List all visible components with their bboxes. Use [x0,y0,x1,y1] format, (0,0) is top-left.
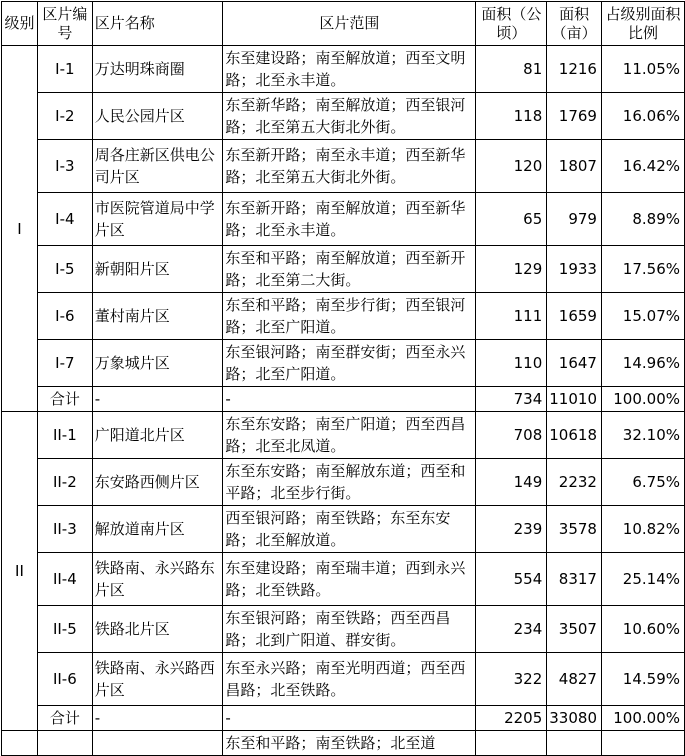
zone-area-mu: 8317 [547,553,602,606]
zone-ratio: 8.89% [601,193,684,246]
zone-area-mu: 1769 [547,93,602,140]
partial-cell [92,731,223,756]
partial-cell [601,731,684,756]
total-range: - [223,387,476,412]
table-row [2,46,685,93]
zone-area-mu: 3578 [547,506,602,553]
zone-name: 万达明珠商圈 [92,46,223,93]
zone-area-mu: 4827 [547,653,602,706]
zone-ratio: 11.05% [601,46,684,93]
zone-code: II-1 [37,412,92,459]
total-name: - [92,706,223,731]
zone-area-ha: 111 [476,293,547,340]
total-row [2,387,685,412]
zone-name: 铁路南、永兴路西片区 [92,653,223,706]
zone-area-ha: 120 [476,140,547,193]
header-name: 区片名称 [92,2,223,46]
zone-ratio: 16.06% [601,93,684,140]
zone-area-ha: 129 [476,246,547,293]
zone-area-mu: 10618 [547,412,602,459]
header-area-mu: 面积（亩） [547,2,602,46]
zone-range: 东至和平路；南至步行街；西至银河路；北至广阳道。 [223,293,476,340]
zone-range: 西至银河路；南至铁路；东至东安路；北至解放道。 [223,506,476,553]
zone-area-mu: 1807 [547,140,602,193]
table-row [2,459,685,506]
zone-code: II-4 [37,553,92,606]
zone-area-mu: 2232 [547,459,602,506]
partial-row [2,731,685,756]
zone-name: 东安路西侧片区 [92,459,223,506]
zone-name: 市医院管道局中学片区 [92,193,223,246]
zone-code: I-2 [37,93,92,140]
zone-area-ha: 708 [476,412,547,459]
zone-area-ha: 322 [476,653,547,706]
level-cell: II [2,412,38,731]
partial-cell [476,731,547,756]
total-label: 合计 [37,387,92,412]
table-row [2,293,685,340]
total-area-ha: 2205 [476,706,547,731]
level-cell: I [2,46,38,412]
zone-range: 东至东安路；南至广阳道；西至西昌路；北至北凤道。 [223,412,476,459]
table-row [2,553,685,606]
zone-code: II-6 [37,653,92,706]
zone-name: 人民公园片区 [92,93,223,140]
zone-code: I-4 [37,193,92,246]
header-range: 区片范围 [223,2,476,46]
table-row [2,140,685,193]
table-row [2,340,685,387]
total-area-ha: 734 [476,387,547,412]
zone-range: 东至建设路；南至瑞丰道；西到永兴路；北至铁路。 [223,553,476,606]
table-row [2,246,685,293]
zone-name: 新朝阳片区 [92,246,223,293]
total-row [2,706,685,731]
header-level: 级别 [2,2,38,46]
table-row [2,506,685,553]
partial-cell [2,731,38,756]
zone-code: II-5 [37,606,92,653]
header-ratio: 占级别面积比例 [601,2,684,46]
zone-ratio: 25.14% [601,553,684,606]
zone-area-mu: 1659 [547,293,602,340]
total-area-mu: 11010 [547,387,602,412]
zone-area-ha: 118 [476,93,547,140]
zone-area-ha: 554 [476,553,547,606]
zone-code: II-2 [37,459,92,506]
total-name: - [92,387,223,412]
zone-code: I-6 [37,293,92,340]
zone-code: I-1 [37,46,92,93]
header-code: 区片编号 [37,2,92,46]
zone-area-ha: 81 [476,46,547,93]
zone-area-mu: 1216 [547,46,602,93]
total-area-mu: 33080 [547,706,602,731]
zone-range: 东至新开路；南至永丰道；西至新华路；北至第五大街北外街。 [223,140,476,193]
zone-ratio: 6.75% [601,459,684,506]
land-zone-table [1,1,685,756]
header-area-ha: 面积（公顷） [476,2,547,46]
total-range: - [223,706,476,731]
zone-name: 铁路南、永兴路东片区 [92,553,223,606]
zone-area-mu: 979 [547,193,602,246]
zone-ratio: 32.10% [601,412,684,459]
zone-range: 东至银河路；南至铁路；西至西昌路；北到广阳道、群安街。 [223,606,476,653]
zone-code: I-7 [37,340,92,387]
zone-ratio: 10.82% [601,506,684,553]
zone-name: 广阳道北片区 [92,412,223,459]
zone-area-ha: 234 [476,606,547,653]
zone-ratio: 16.42% [601,140,684,193]
zone-area-ha: 110 [476,340,547,387]
table-row [2,412,685,459]
zone-ratio: 14.96% [601,340,684,387]
total-ratio: 100.00% [601,706,684,731]
table-row [2,193,685,246]
zone-range: 东至永兴路；南至光明西道；西至西昌路；北至铁路。 [223,653,476,706]
zone-name: 董村南片区 [92,293,223,340]
partial-cell [37,731,92,756]
zone-ratio: 17.56% [601,246,684,293]
zone-ratio: 14.59% [601,653,684,706]
zone-range: 东至和平路；南至解放道；西至新开路；北至第二大街。 [223,246,476,293]
zone-area-mu: 1933 [547,246,602,293]
zone-range: 东至新开路；南至解放道；西至新华路；北至永丰道。 [223,193,476,246]
table-row [2,653,685,706]
zone-area-ha: 239 [476,506,547,553]
zone-name: 周各庄新区供电公司片区 [92,140,223,193]
zone-code: I-3 [37,140,92,193]
partial-cell [547,731,602,756]
zone-range: 东至新华路；南至解放道；西至银河路；北至第五大街北外街。 [223,93,476,140]
partial-range: 东至和平路；南至铁路；北至道 [223,731,476,756]
zone-area-mu: 3507 [547,606,602,653]
zone-range: 东至东安路；南至解放东道；西至和平路；北至步行街。 [223,459,476,506]
zone-code: II-3 [37,506,92,553]
table-row [2,606,685,653]
zone-name: 解放道南片区 [92,506,223,553]
total-ratio: 100.00% [601,387,684,412]
zone-range: 东至银河路；南至群安街；西至永兴路；北至广阳道。 [223,340,476,387]
zone-ratio: 10.60% [601,606,684,653]
zone-area-ha: 149 [476,459,547,506]
zone-range: 东至建设路；南至解放道；西至文明路；北至永丰道。 [223,46,476,93]
zone-area-ha: 65 [476,193,547,246]
zone-name: 万象城片区 [92,340,223,387]
table-row [2,93,685,140]
zone-code: I-5 [37,246,92,293]
zone-ratio: 15.07% [601,293,684,340]
zone-name: 铁路北片区 [92,606,223,653]
header-row [2,2,685,46]
total-label: 合计 [37,706,92,731]
zone-area-mu: 1647 [547,340,602,387]
